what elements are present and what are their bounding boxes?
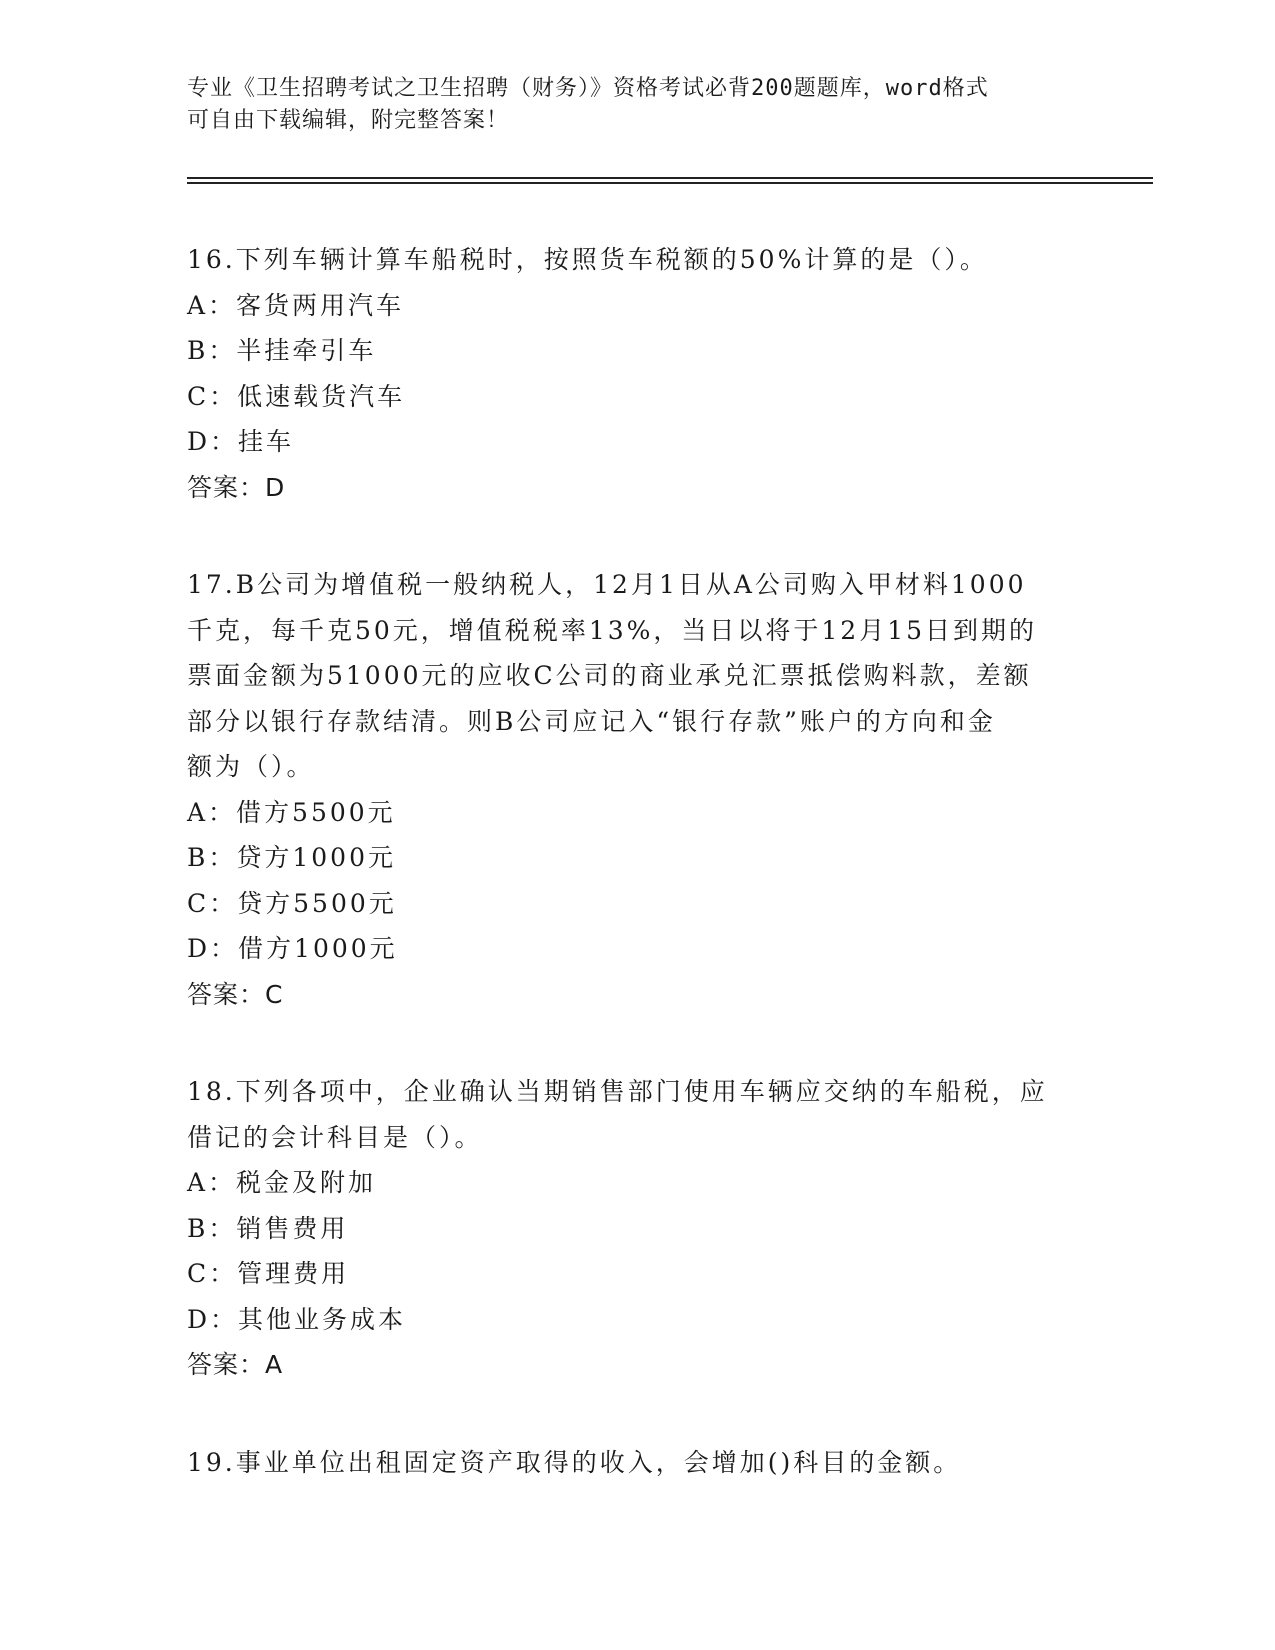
- question-stem: 额为（）。: [187, 752, 315, 781]
- question-17: [187, 562, 1087, 1017]
- option-b: B：半挂牵引车: [187, 336, 377, 365]
- option-a: A：税金及附加: [187, 1168, 377, 1197]
- option-d: D：其他业务成本: [187, 1304, 407, 1334]
- answer-line: 答案：D: [187, 472, 286, 502]
- question-19: [187, 1440, 1087, 1486]
- option-d: D：借方1000元: [187, 934, 398, 963]
- question-16: [187, 237, 1087, 510]
- question-18: [187, 1069, 1087, 1388]
- option-c: C：贷方5500元: [187, 888, 397, 918]
- question-stem: 借记的会计科目是（）。: [187, 1122, 483, 1152]
- question-stem: 17.B公司为增值税一般纳税人，12月1日从A公司购入甲材料1000: [187, 570, 1027, 599]
- answer-line: 答案：A: [187, 1350, 284, 1379]
- option-a: A：借方5500元: [187, 797, 396, 827]
- header-line: 专业《卫生招聘考试之卫生招聘（财务）》资格考试必背200题题库，word格式: [187, 76, 989, 101]
- option-a: A：客货两用汽车: [187, 290, 405, 320]
- question-stem: 19.事业单位出租固定资产取得的收入，会增加()科目的金额。: [187, 1447, 962, 1477]
- question-stem: 千克，每千克50元，增值税税率13%，当日以将于12月15日到期的: [187, 615, 1038, 645]
- answer-line: 答案：C: [187, 979, 284, 1009]
- header-line: 可自由下载编辑，附完整答案！: [187, 108, 510, 133]
- option-c: C：低速载货汽车: [187, 381, 406, 411]
- question-stem: 票面金额为51000元的应收C公司的商业承兑汇票抵偿购料款，差额: [187, 661, 1032, 690]
- question-stem: 部分以银行存款结清。则B公司应记入“银行存款”账户的方向和金: [187, 706, 996, 736]
- header-divider-bottom: [187, 182, 1153, 184]
- question-stem: 18.下列各项中，企业确认当期销售部门使用车辆应交纳的车船税，应: [187, 1077, 1048, 1106]
- document-header: [187, 73, 1067, 137]
- option-b: B：贷方1000元: [187, 843, 396, 872]
- question-stem: 16.下列车辆计算车船税时，按照货车税额的50%计算的是（）。: [187, 245, 988, 274]
- option-c: C：管理费用: [187, 1259, 350, 1288]
- header-divider-top: [187, 177, 1153, 179]
- option-b: B：销售费用: [187, 1213, 349, 1243]
- option-d: D：挂车: [187, 427, 295, 456]
- question-list: [187, 237, 1087, 1537]
